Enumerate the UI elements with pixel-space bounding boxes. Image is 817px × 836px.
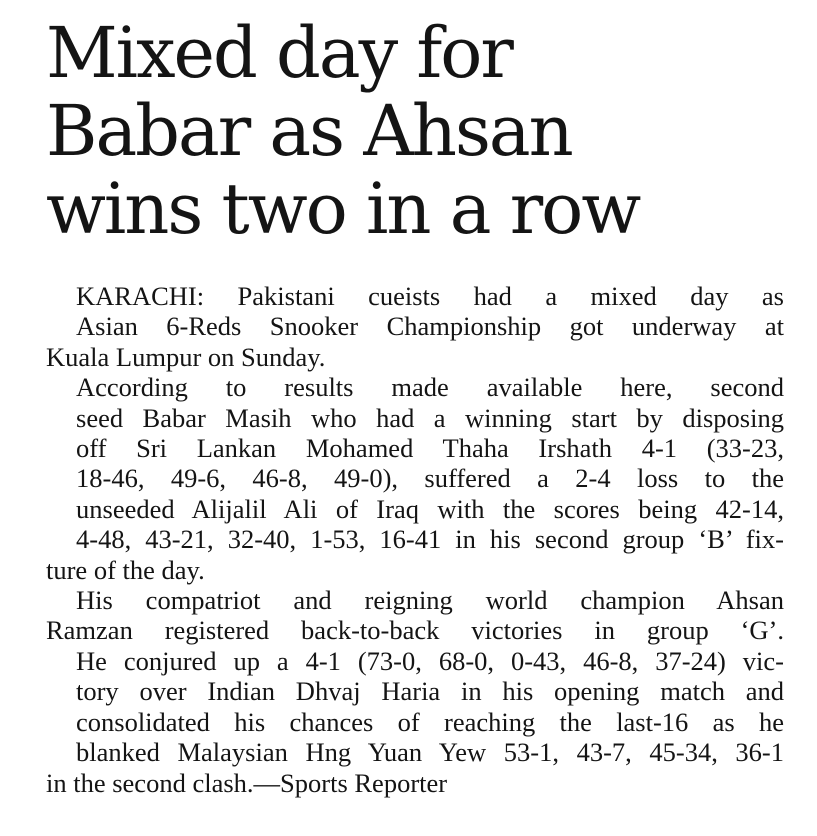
text-line: seed Babar Masih who had a winning start by disposing <box>76 402 784 433</box>
text-line: Kuala Lumpur on Sunday. <box>46 341 326 372</box>
text-line: in the second clash.—Sports Reporter <box>46 767 448 798</box>
headline-line: Mixed day for <box>46 12 512 94</box>
headline-line: Babar as Ahsan <box>46 90 572 172</box>
text-line: KARACHI: Pakistani cueists had a mixed day as <box>76 281 784 311</box>
paragraph <box>46 281 784 342</box>
headline-line: wins two in a row <box>46 168 640 250</box>
text-line: off Sri Lankan Mohamed Thaha Irshath 4-1 (33-23, <box>76 433 784 464</box>
text-line: blanked Malaysian Hng Yuan Yew 53-1, 43-7, 45-34, 36-1 <box>76 737 784 768</box>
text-line: According to results made available here, second <box>76 372 784 403</box>
text-line: 18-46, 49-6, 46-8, 49-0), suffered a 2-4 loss to the <box>76 463 784 494</box>
text-line: He conjured up a 4-1 (73-0, 68-0, 0-43, 46-8, 37-24) vic- <box>76 645 784 676</box>
paragraph <box>46 555 784 585</box>
text-line: Asian 6-Reds Snooker Championship got underway at <box>76 311 784 342</box>
text-line: consolidated his chances of reaching the last-16 as he <box>76 706 784 737</box>
text-line: 4-48, 43-21, 32-40, 1-53, 16-41 in his second group ‘B’ fix- <box>76 524 784 555</box>
paragraph <box>46 585 784 646</box>
headline <box>46 14 786 248</box>
paragraph <box>46 768 784 798</box>
paragraph <box>46 372 784 554</box>
text-line: unseeded Alijalil Ali of Iraq with the scores being 42-14, <box>76 493 784 524</box>
paragraph <box>46 342 784 372</box>
text-line: Ramzan registered back-to-back victories in group ‘G’. <box>46 615 784 646</box>
text-line: tory over Indian Dhvaj Haria in his opening match and <box>76 676 784 707</box>
text-line: ture of the day. <box>46 554 205 585</box>
paragraph <box>46 646 784 768</box>
text-line: His compatriot and reigning world champion Ahsan <box>76 585 784 616</box>
article-body <box>46 281 784 798</box>
